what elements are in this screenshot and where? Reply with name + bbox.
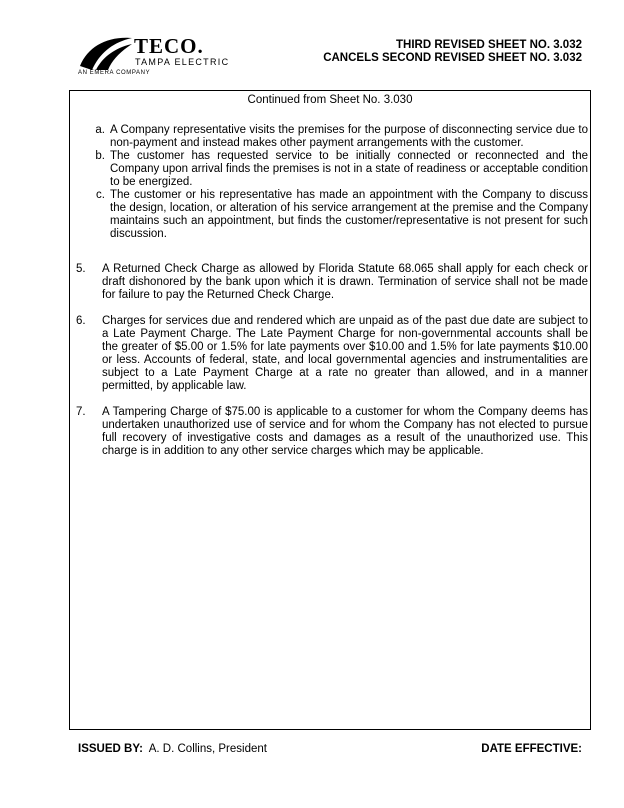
sub-item-text: A Company representative visits the premises for the purpose of disconnecting service due to non-payment and instead makes other payment arrangements with the customer. xyxy=(110,124,588,149)
sub-item-text: The customer has requested service to be initially connected or reconnected and the Company upon arrival finds the premises is not in a state of readiness or acceptable condition to be energized. xyxy=(110,150,588,188)
item-marker: 6. xyxy=(76,315,86,327)
sub-item-marker: a. xyxy=(95,124,105,136)
teco-swoosh-icon xyxy=(78,34,134,74)
sub-item-marker: c. xyxy=(96,189,105,201)
sub-item-c xyxy=(84,189,588,241)
item-marker: 7. xyxy=(76,406,86,418)
item-text: Charges for services due and rendered which are unpaid as of the past due date are subject to a Late Payment Charge. The Late Payment Charge for non-governmental accounts shall be the greater of $5.00 or 1.5% for late payments over $10.00 and 1.5% for late payments $10.00 or less. Accounts of federal, state, and local governmental agencies and instrumentalities are subject to a Late Payment Charge at a rate no greater than allowed, and in a manner permitted, by applicable law. xyxy=(102,315,588,392)
issued-by-value: A. D. Collins, President xyxy=(148,743,267,755)
item-marker: 5. xyxy=(76,263,86,275)
tariff-content-box xyxy=(69,90,591,730)
sub-item-a xyxy=(84,124,588,150)
company-logo xyxy=(78,34,248,82)
date-effective-label: DATE EFFECTIVE: xyxy=(481,743,582,755)
logo-subtitle: TAMPA ELECTRIC xyxy=(135,57,230,67)
item-6-late-payment xyxy=(76,315,588,393)
logo-brand: TECO. xyxy=(134,34,204,58)
sub-item-b xyxy=(84,150,588,189)
sheet-number: THIRD REVISED SHEET NO. 3.032 xyxy=(396,39,582,51)
sub-item-marker: b. xyxy=(95,150,105,162)
item-5-returned-check xyxy=(76,263,588,302)
item-7-tampering xyxy=(76,406,588,458)
item-text: A Returned Check Charge as allowed by Florida Statute 68.065 shall apply for each check or draft dishonored by the bank upon which it is drawn. Termination of service shall not be made for failure to pay the Returned Check Charge. xyxy=(102,263,588,301)
issued-by xyxy=(78,743,267,755)
numbered-item-list xyxy=(76,263,588,471)
continued-from: Continued from Sheet No. 3.030 xyxy=(247,94,413,106)
issued-by-label: ISSUED BY: xyxy=(78,743,143,755)
item-text: A Tampering Charge of $75.00 is applicable to a customer for whom the Company deems has undertaken unauthorized use of service and for whom the Company has not elected to pursue full recovery of investigative costs and damages as a result of the unauthorized use. This charge is in addition to any other service charges which may be applicable. xyxy=(102,406,588,457)
logo-tagline: AN EMERA COMPANY xyxy=(78,70,151,76)
sheet-identifier xyxy=(323,39,582,65)
sub-item-text: The customer or his representative has made an appointment with the Company to discuss the design, location, or alteration of his service arrangement at the premise and the Company maintains such an appointment, but finds the customer/representative is not present for such discussion. xyxy=(110,189,588,240)
sheet-cancels: CANCELS SECOND REVISED SHEET NO. 3.032 xyxy=(323,52,582,64)
sub-item-list xyxy=(84,124,588,241)
